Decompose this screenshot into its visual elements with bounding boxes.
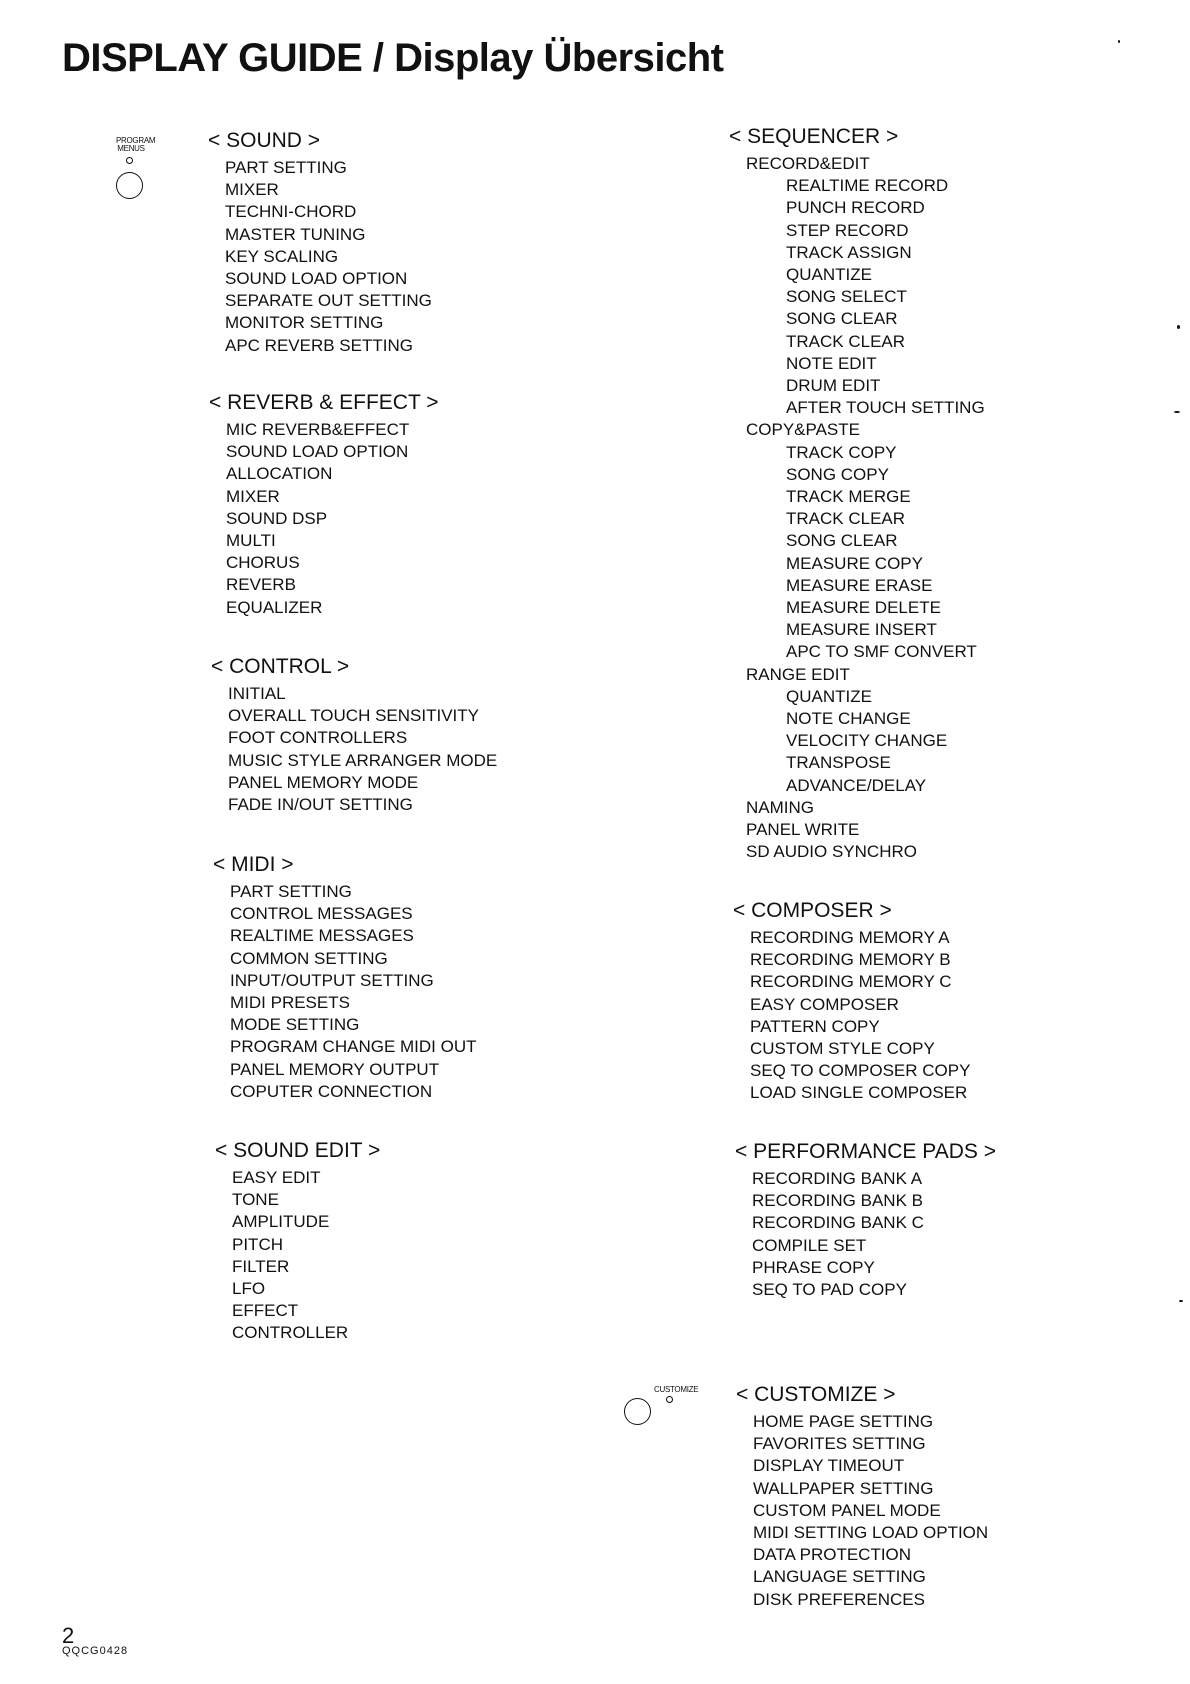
menu-item: HOME PAGE SETTING xyxy=(753,1412,934,1431)
section-title: < CONTROL > xyxy=(211,655,350,678)
section-sequencer xyxy=(729,124,985,864)
menu-item: FOOT CONTROLLERS xyxy=(228,728,408,748)
menu-item: REVERB xyxy=(226,575,296,595)
menu-item: MULTI xyxy=(226,531,276,551)
item-list xyxy=(733,927,970,1105)
menu-item: COMMON SETTING xyxy=(230,948,388,968)
menu-item: RECORDING BANK B xyxy=(752,1191,923,1211)
menu-item: FADE IN/OUT SETTING xyxy=(228,795,413,815)
menu-item: COMPILE SET xyxy=(752,1235,867,1255)
section-title: < REVERB & EFFECT > xyxy=(209,391,439,414)
menu-item: EQUALIZER xyxy=(226,597,323,617)
menu-item: LFO xyxy=(232,1279,266,1299)
menu-item: PART SETTING xyxy=(230,882,352,901)
item-list xyxy=(208,157,432,357)
menu-item: TECHNI-CHORD xyxy=(225,202,357,222)
page-number: 2 xyxy=(62,1623,75,1648)
section-performance-pads xyxy=(735,1139,996,1301)
menu-item: AFTER TOUCH SETTING xyxy=(786,398,985,418)
menu-item: FAVORITES SETTING xyxy=(753,1434,926,1454)
menu-item: MEASURE INSERT xyxy=(786,620,937,640)
menu-item: MEASURE ERASE xyxy=(786,575,933,595)
menu-item: MEASURE DELETE xyxy=(786,598,941,618)
menu-item: LANGUAGE SETTING xyxy=(753,1567,926,1587)
customize-led-icon xyxy=(666,1396,673,1403)
menu-item: RECORDING BANK C xyxy=(752,1213,924,1233)
menu-item: MIDI SETTING LOAD OPTION xyxy=(753,1523,989,1543)
section-title: < SOUND > xyxy=(208,129,321,152)
item-list xyxy=(213,881,477,1103)
menu-item: MIDI PRESETS xyxy=(230,993,350,1013)
section-title: < MIDI > xyxy=(213,853,294,876)
menu-item: RECORDING MEMORY B xyxy=(750,950,951,970)
menu-item: DISK PREFERENCES xyxy=(753,1589,925,1609)
menu-item: PANEL WRITE xyxy=(746,820,860,840)
menu-item: TRACK CLEAR xyxy=(786,331,906,351)
scan-speck xyxy=(1118,40,1120,43)
menu-item: PUNCH RECORD xyxy=(786,198,925,218)
menu-item: APC REVERB SETTING xyxy=(225,335,413,355)
menu-item: FILTER xyxy=(232,1256,290,1276)
menu-item: WALLPAPER SETTING xyxy=(753,1478,934,1498)
menu-item: MIC REVERB&EFFECT xyxy=(226,420,410,439)
section-sound xyxy=(208,128,432,357)
menu-item: REALTIME RECORD xyxy=(786,176,949,196)
item-list xyxy=(729,153,985,864)
section-midi xyxy=(213,852,477,1103)
menu-item: DATA PROTECTION xyxy=(753,1545,912,1565)
menu-item: APC TO SMF CONVERT xyxy=(786,642,977,662)
menu-item: PATTERN COPY xyxy=(750,1016,880,1036)
menu-item: RECORDING BANK A xyxy=(752,1169,923,1188)
section-control xyxy=(211,654,497,816)
menu-item: COPY&PASTE xyxy=(746,420,860,440)
menu-item: INITIAL xyxy=(228,684,286,703)
item-list xyxy=(735,1168,996,1301)
menu-item: RECORDING MEMORY A xyxy=(750,928,950,947)
menu-item: TRACK ASSIGN xyxy=(786,242,912,262)
menu-item: MONITOR SETTING xyxy=(225,313,384,333)
menu-item: MODE SETTING xyxy=(230,1015,360,1035)
menu-item: PART SETTING xyxy=(225,158,347,177)
menu-item: SONG COPY xyxy=(786,464,889,484)
menu-item: NAMING xyxy=(746,797,814,817)
menu-item: OVERALL TOUCH SENSITIVITY xyxy=(228,706,479,726)
menu-item: EASY COMPOSER xyxy=(750,994,899,1014)
scan-speck xyxy=(1179,1300,1183,1302)
menu-item: CONTROLLER xyxy=(232,1323,349,1343)
menu-item: PROGRAM CHANGE MIDI OUT xyxy=(230,1037,477,1057)
section-title: < SOUND EDIT > xyxy=(215,1139,381,1162)
menu-item: PITCH xyxy=(232,1234,283,1254)
section-title: < COMPOSER > xyxy=(733,899,892,922)
menu-item: TRACK CLEAR xyxy=(786,509,906,529)
menu-item: SONG CLEAR xyxy=(786,309,898,329)
menu-item: SEQ TO PAD COPY xyxy=(752,1280,907,1300)
section-title: < CUSTOMIZE > xyxy=(736,1383,896,1406)
menu-item: MASTER TUNING xyxy=(225,224,366,244)
page-title: DISPLAY GUIDE / Display Übersicht xyxy=(62,36,724,80)
menu-item: MIXER xyxy=(226,486,280,506)
document-code: QQCG0428 xyxy=(62,1645,129,1657)
menu-item: MUSIC STYLE ARRANGER MODE xyxy=(228,750,498,770)
scan-speck xyxy=(1177,325,1180,329)
menu-item: DRUM EDIT xyxy=(786,376,881,396)
menu-item: SONG SELECT xyxy=(786,287,907,307)
menu-item: PHRASE COPY xyxy=(752,1257,875,1277)
section-sound-edit xyxy=(215,1138,380,1345)
menu-item: NOTE EDIT xyxy=(786,353,877,373)
customize-label: CUSTOMIZE xyxy=(654,1385,699,1394)
item-list xyxy=(736,1411,988,1611)
program-menus-label xyxy=(116,136,156,153)
menu-item: STEP RECORD xyxy=(786,220,909,240)
menu-item: EFFECT xyxy=(232,1301,299,1321)
program-menus-label-line1: PROGRAM xyxy=(116,136,156,145)
menu-item: REALTIME MESSAGES xyxy=(230,926,414,946)
menu-item: NOTE CHANGE xyxy=(786,709,911,729)
menu-item: KEY SCALING xyxy=(225,246,339,266)
menu-item: SOUND DSP xyxy=(226,508,328,528)
menu-item: SOUND LOAD OPTION xyxy=(225,269,408,289)
menu-item: LOAD SINGLE COMPOSER xyxy=(750,1083,968,1103)
menu-item: RANGE EDIT xyxy=(746,664,850,684)
section-title: < SEQUENCER > xyxy=(729,125,899,148)
menu-item: CHORUS xyxy=(226,553,300,573)
section-title: < PERFORMANCE PADS > xyxy=(735,1140,997,1163)
section-customize xyxy=(736,1382,988,1611)
menu-item: TRACK COPY xyxy=(786,442,897,462)
menu-item: VELOCITY CHANGE xyxy=(786,731,948,751)
menu-item: RECORDING MEMORY C xyxy=(750,972,952,992)
section-composer xyxy=(733,898,970,1105)
menu-item: SD AUDIO SYNCHRO xyxy=(746,842,917,862)
menu-item: TRACK MERGE xyxy=(786,487,911,507)
menu-item: CUSTOM STYLE COPY xyxy=(750,1039,935,1059)
program-menus-led-icon xyxy=(126,157,133,164)
menu-item: ADVANCE/DELAY xyxy=(786,775,927,795)
menu-item: MIXER xyxy=(225,180,279,200)
program-menus-label-line2: MENUS xyxy=(117,144,145,153)
menu-item: DISPLAY TIMEOUT xyxy=(753,1456,905,1476)
menu-item: RECORD&EDIT xyxy=(746,154,870,173)
scan-speck xyxy=(1174,411,1180,413)
menu-item: PANEL MEMORY OUTPUT xyxy=(230,1059,440,1079)
menu-item: PANEL MEMORY MODE xyxy=(228,772,419,792)
menu-item: TRANSPOSE xyxy=(786,753,891,773)
menu-item: SOUND LOAD OPTION xyxy=(226,442,409,462)
menu-item: TONE xyxy=(232,1190,279,1210)
menu-item: ALLOCATION xyxy=(226,464,333,484)
menu-item: SONG CLEAR xyxy=(786,531,898,551)
menu-item: AMPLITUDE xyxy=(232,1212,330,1232)
menu-item: SEPARATE OUT SETTING xyxy=(225,291,432,311)
item-list xyxy=(215,1167,380,1345)
menu-item: EASY EDIT xyxy=(232,1168,321,1187)
item-list xyxy=(211,683,497,816)
item-list xyxy=(209,419,439,619)
customize-button[interactable] xyxy=(624,1398,651,1425)
menu-item: COPUTER CONNECTION xyxy=(230,1081,433,1101)
menu-item: CUSTOM PANEL MODE xyxy=(753,1500,941,1520)
menu-item: CONTROL MESSAGES xyxy=(230,904,413,924)
menu-item: QUANTIZE xyxy=(786,686,872,706)
menu-item: MEASURE COPY xyxy=(786,553,923,573)
menu-item: INPUT/OUTPUT SETTING xyxy=(230,970,434,990)
menu-item: SEQ TO COMPOSER COPY xyxy=(750,1061,971,1081)
program-menus-button[interactable] xyxy=(116,172,143,199)
menu-item: QUANTIZE xyxy=(786,265,872,285)
section-reverb-effect xyxy=(209,390,439,619)
